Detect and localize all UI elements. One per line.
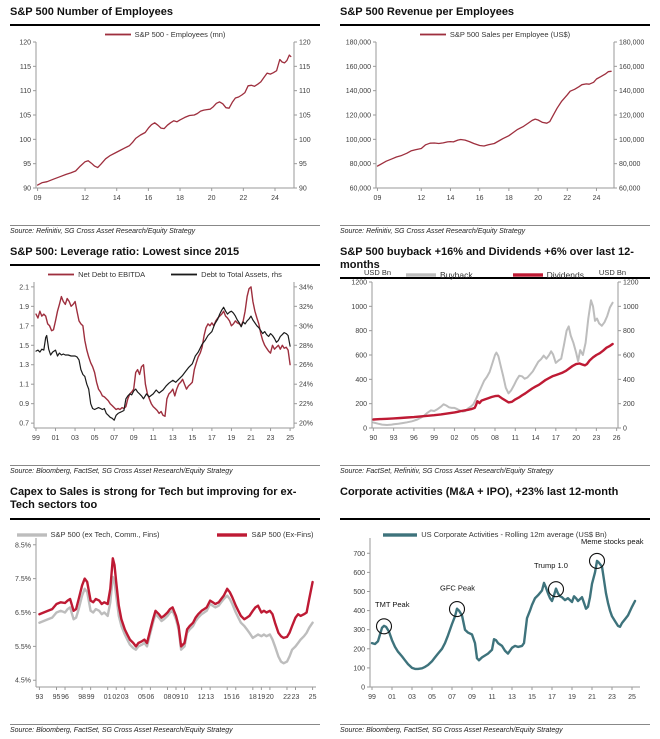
source-note: Source: FactSet, Refinitiv, SG Cross Asset Research/Equity Strategy: [340, 465, 650, 475]
svg-text:100: 100: [299, 136, 311, 144]
employees-line-chart: [0, 26, 330, 214]
svg-text:115: 115: [19, 63, 31, 71]
svg-text:96: 96: [410, 435, 418, 442]
svg-text:26: 26: [612, 435, 621, 442]
svg-text:99: 99: [32, 435, 40, 442]
svg-text:07: 07: [110, 435, 119, 442]
svg-text:4.5%: 4.5%: [15, 677, 31, 685]
svg-text:30%: 30%: [299, 323, 314, 331]
svg-text:17: 17: [548, 694, 556, 701]
revenue-line-chart: [330, 26, 660, 214]
chart-panel-capex-to-sales: [0, 480, 330, 739]
svg-text:13: 13: [508, 694, 516, 701]
svg-text:60,000: 60,000: [619, 185, 641, 193]
svg-text:100,000: 100,000: [345, 136, 371, 144]
svg-text:700: 700: [353, 550, 365, 558]
svg-text:96: 96: [61, 694, 69, 701]
leverage-line-chart: [0, 266, 330, 454]
svg-text:120: 120: [299, 39, 311, 47]
svg-text:0.7: 0.7: [19, 420, 29, 428]
svg-text:60,000: 60,000: [349, 185, 371, 193]
legend-label: Dividends: [546, 270, 584, 280]
svg-text:16: 16: [231, 694, 240, 701]
chart-panel-revenue-per-employee: [330, 0, 660, 240]
y-axis-unit-right: USD Bn: [598, 268, 626, 277]
svg-text:19: 19: [257, 694, 266, 701]
svg-text:06: 06: [146, 694, 155, 701]
svg-text:800: 800: [623, 328, 635, 336]
source-note: Source: Refinitiv, SG Cross Asset Research/Equity Strategy: [10, 225, 320, 235]
svg-text:0.9: 0.9: [19, 401, 29, 409]
svg-text:1.9: 1.9: [19, 303, 29, 311]
chart-title: S&P 500 Number of Employees: [10, 6, 320, 26]
svg-text:0: 0: [623, 425, 627, 433]
svg-text:200: 200: [353, 646, 365, 654]
svg-text:1.3: 1.3: [19, 362, 29, 370]
svg-text:22: 22: [239, 195, 248, 202]
svg-text:TMT Peak: TMT Peak: [375, 599, 410, 609]
svg-text:12: 12: [417, 195, 426, 202]
legend-label: S&P 500 (Ex-Fins): [251, 530, 314, 539]
svg-text:1.1: 1.1: [19, 381, 29, 389]
svg-text:98: 98: [78, 694, 86, 701]
svg-text:21: 21: [247, 435, 255, 442]
svg-text:25: 25: [628, 694, 636, 701]
svg-text:11: 11: [488, 694, 496, 701]
chart-title: S&P 500: Leverage ratio: Lowest since 2015: [10, 246, 320, 266]
source-note: Source: Bloomberg, FactSet, SG Cross Asset Research/Equity Strategy: [10, 724, 320, 734]
svg-text:1.5: 1.5: [19, 342, 29, 350]
svg-text:23: 23: [608, 694, 616, 701]
svg-text:22: 22: [563, 195, 572, 202]
svg-text:20: 20: [207, 195, 216, 202]
svg-text:25: 25: [286, 435, 294, 442]
svg-text:03: 03: [71, 435, 79, 442]
svg-text:90: 90: [369, 435, 378, 442]
svg-text:0: 0: [361, 684, 365, 692]
svg-text:01: 01: [388, 694, 396, 701]
svg-text:120,000: 120,000: [619, 112, 645, 120]
svg-text:01: 01: [51, 435, 60, 442]
svg-text:95: 95: [52, 694, 61, 701]
svg-text:11: 11: [511, 435, 519, 442]
svg-text:1200: 1200: [351, 279, 367, 287]
svg-text:22%: 22%: [299, 401, 314, 409]
chart-title: Capex to Sales is strong for Tech but improving for ex-Tech sectors too: [10, 486, 320, 520]
svg-text:2.1: 2.1: [19, 284, 29, 292]
svg-text:16: 16: [475, 195, 484, 202]
capex-line-chart: [0, 522, 330, 713]
svg-text:05: 05: [470, 435, 479, 442]
svg-text:200: 200: [623, 401, 635, 409]
svg-text:23: 23: [592, 435, 601, 442]
svg-text:22: 22: [283, 694, 291, 701]
svg-text:8.5%: 8.5%: [15, 542, 31, 550]
svg-text:140,000: 140,000: [619, 88, 645, 96]
svg-text:95: 95: [23, 161, 31, 169]
svg-text:09: 09: [373, 195, 382, 202]
svg-text:0: 0: [363, 425, 367, 433]
svg-text:09: 09: [33, 195, 42, 202]
chart-panel-employees: [0, 0, 330, 240]
svg-text:400: 400: [353, 608, 365, 616]
svg-text:100,000: 100,000: [619, 136, 645, 144]
chart-title: S&P 500 buyback +16% and Dividends +6% over last 12-months: [340, 246, 650, 279]
svg-text:20%: 20%: [299, 420, 314, 428]
svg-text:12: 12: [81, 195, 89, 202]
svg-text:32%: 32%: [299, 303, 314, 311]
svg-text:600: 600: [353, 569, 365, 577]
svg-text:20: 20: [572, 435, 580, 442]
svg-text:24%: 24%: [299, 381, 314, 389]
legend-label: S&P 500 - Employees (mn): [134, 30, 226, 39]
svg-text:500: 500: [353, 588, 365, 596]
buyback-dividends-line-chart: [330, 266, 660, 454]
svg-text:99: 99: [368, 694, 376, 701]
svg-text:7.5%: 7.5%: [15, 576, 31, 584]
svg-text:12: 12: [197, 694, 206, 701]
svg-text:93: 93: [35, 694, 44, 701]
svg-text:800: 800: [355, 328, 367, 336]
svg-text:200: 200: [355, 401, 367, 409]
source-note: Source: Refinitiv, SG Cross Asset Research/Equity Strategy: [340, 225, 650, 235]
svg-text:09: 09: [172, 694, 180, 701]
svg-text:25: 25: [308, 694, 317, 701]
chart-title: S&P 500 Revenue per Employees: [340, 6, 650, 26]
svg-text:16: 16: [144, 195, 153, 202]
svg-text:01: 01: [103, 694, 112, 701]
svg-text:180,000: 180,000: [345, 39, 371, 47]
svg-text:120,000: 120,000: [345, 112, 371, 120]
svg-text:160,000: 160,000: [619, 63, 645, 71]
svg-text:100: 100: [19, 136, 31, 144]
svg-text:05: 05: [90, 435, 99, 442]
svg-text:18: 18: [504, 195, 513, 202]
svg-text:6.5%: 6.5%: [15, 610, 31, 617]
svg-text:08: 08: [163, 694, 172, 701]
svg-text:05: 05: [428, 694, 436, 701]
legend-label: S&P 500 Sales per Employee (US$): [449, 30, 571, 39]
svg-text:1000: 1000: [351, 303, 367, 311]
svg-text:23: 23: [291, 694, 300, 701]
legend-label: S&P 500 (ex Tech, Comm., Fins): [50, 530, 160, 539]
source-note: Source: Bloomberg, FactSet, SG Cross Asset Research/Equity Strategy: [340, 724, 650, 734]
svg-text:80,000: 80,000: [619, 161, 641, 169]
svg-text:115: 115: [299, 63, 311, 71]
svg-text:13: 13: [168, 435, 177, 442]
svg-text:80,000: 80,000: [349, 161, 371, 169]
svg-text:20: 20: [534, 195, 542, 202]
svg-text:34%: 34%: [299, 284, 314, 292]
svg-text:24: 24: [271, 195, 279, 202]
svg-text:02: 02: [112, 694, 121, 701]
svg-text:23: 23: [266, 435, 275, 442]
svg-text:105: 105: [299, 112, 311, 120]
svg-text:180,000: 180,000: [619, 39, 645, 47]
svg-text:18: 18: [248, 694, 257, 701]
chart-panel-leverage-ratio: [0, 240, 330, 480]
svg-text:18: 18: [176, 195, 184, 202]
svg-text:400: 400: [623, 376, 635, 384]
svg-text:400: 400: [355, 376, 367, 384]
svg-text:99: 99: [86, 694, 95, 701]
source-note: Source: Bloomberg, FactSet, SG Cross Asset Research/Equity Strategy: [10, 465, 320, 475]
svg-text:1000: 1000: [623, 303, 639, 311]
svg-text:14: 14: [112, 195, 121, 202]
svg-text:600: 600: [355, 352, 367, 360]
svg-text:20: 20: [266, 694, 274, 701]
svg-text:14: 14: [531, 435, 540, 442]
svg-text:GFC Peak: GFC Peak: [440, 583, 476, 593]
svg-text:24: 24: [592, 195, 601, 202]
svg-text:02: 02: [450, 435, 459, 442]
svg-text:21: 21: [588, 694, 596, 701]
svg-text:28%: 28%: [299, 342, 314, 350]
svg-text:160,000: 160,000: [345, 63, 371, 71]
svg-text:09: 09: [468, 694, 476, 701]
svg-text:110: 110: [19, 88, 31, 96]
svg-text:300: 300: [353, 627, 365, 635]
svg-text:03: 03: [408, 694, 416, 701]
svg-text:03: 03: [120, 694, 129, 701]
svg-text:90: 90: [299, 185, 307, 193]
svg-text:08: 08: [491, 435, 499, 442]
svg-text:11: 11: [149, 435, 157, 442]
svg-text:26%: 26%: [299, 362, 314, 370]
svg-text:93: 93: [389, 435, 398, 442]
legend-label: Debt to Total Assets, rhs: [201, 270, 282, 279]
svg-text:99: 99: [430, 435, 439, 442]
svg-text:17: 17: [207, 435, 216, 442]
svg-text:600: 600: [623, 352, 635, 360]
svg-text:140,000: 140,000: [345, 88, 371, 96]
legend-label: US Corporate Activities - Rolling 12m average (US$ Bn): [421, 530, 607, 539]
svg-text:120: 120: [19, 39, 31, 47]
svg-text:95: 95: [299, 161, 307, 169]
corporate-activities-line-chart: [330, 522, 660, 713]
svg-text:1.7: 1.7: [19, 323, 29, 331]
svg-text:15: 15: [528, 694, 536, 701]
svg-text:1200: 1200: [623, 279, 639, 287]
svg-text:Meme stocks peak: Meme stocks peak: [581, 537, 644, 547]
svg-text:90: 90: [23, 185, 31, 193]
svg-text:09: 09: [129, 435, 138, 442]
y-axis-unit-left: USD Bn: [364, 268, 392, 277]
svg-text:19: 19: [227, 435, 236, 442]
svg-text:5.5%: 5.5%: [15, 643, 31, 651]
svg-text:05: 05: [137, 694, 146, 701]
svg-text:13: 13: [206, 694, 215, 701]
svg-text:07: 07: [448, 694, 456, 701]
svg-text:110: 110: [299, 88, 311, 96]
chart-title: Corporate activities (M&A + IPO), +23% last 12-month: [340, 486, 650, 520]
svg-text:Trump 1.0: Trump 1.0: [534, 561, 568, 571]
svg-text:15: 15: [188, 435, 197, 442]
svg-text:100: 100: [353, 665, 365, 673]
legend-label: Net Debt to EBITDA: [78, 270, 146, 279]
legend-label: Buyback: [440, 270, 473, 280]
svg-text:17: 17: [551, 435, 560, 442]
chart-panel-buyback-dividends: [330, 240, 660, 480]
svg-text:15: 15: [223, 694, 232, 701]
svg-text:14: 14: [446, 195, 455, 202]
svg-text:105: 105: [19, 112, 31, 120]
svg-text:19: 19: [568, 694, 576, 701]
chart-panel-corporate-activities: [330, 480, 660, 739]
svg-text:10: 10: [180, 694, 189, 701]
